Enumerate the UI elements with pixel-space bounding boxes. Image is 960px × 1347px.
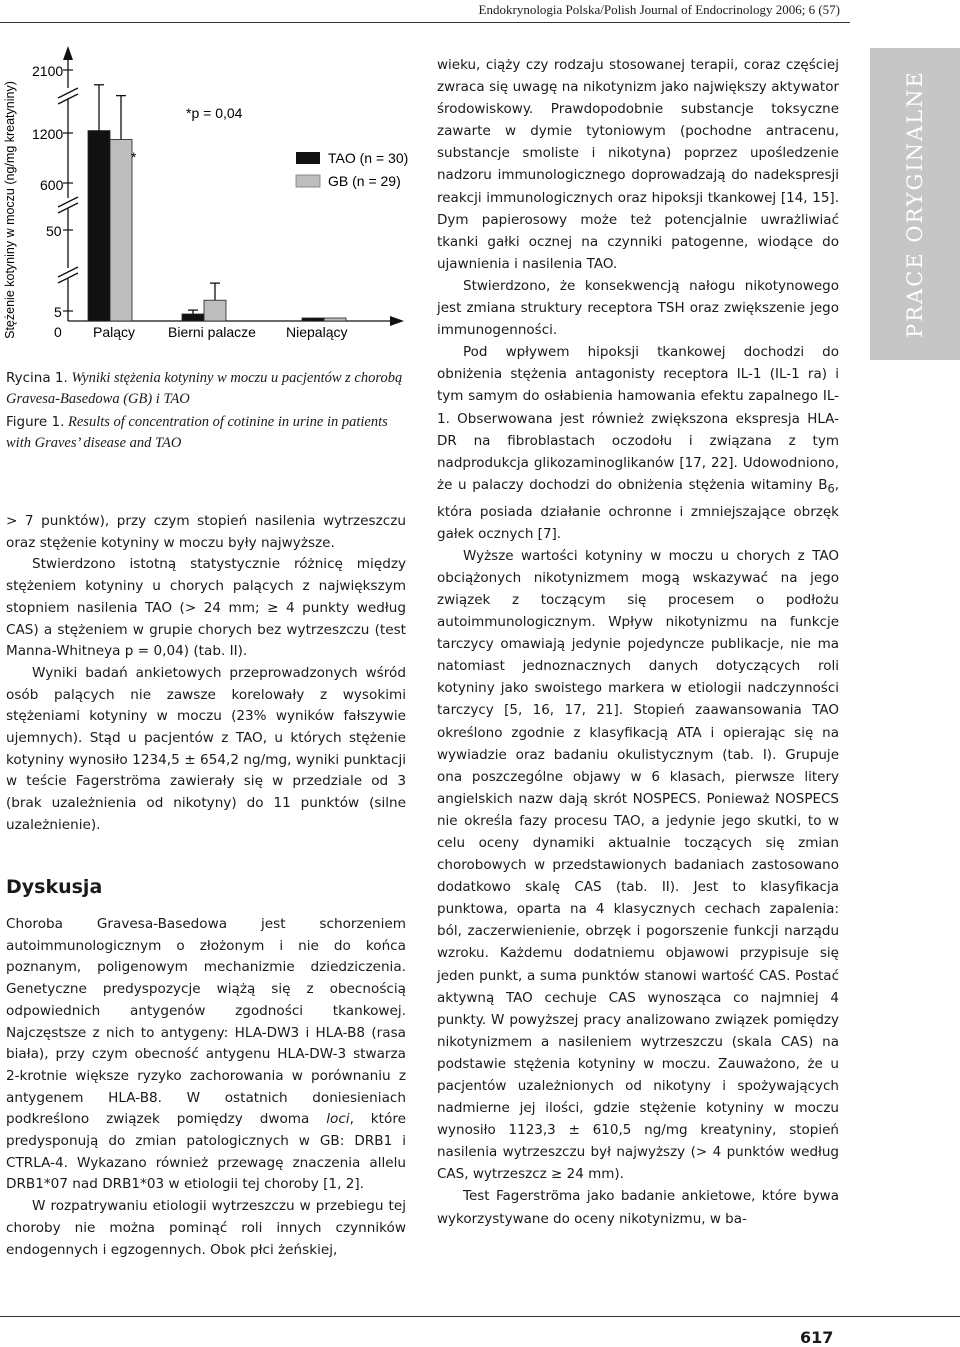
legend-swatch-tao xyxy=(296,152,320,164)
paragraph xyxy=(6,914,406,1196)
legend-label-tao: TAO (n = 30) xyxy=(328,150,409,166)
chart-legend xyxy=(296,150,408,189)
running-head-title: Endokrynologia Polska/Polish Journal of Endocrinology 2006; 6 (57) xyxy=(478,2,840,17)
bar-gb-2 xyxy=(324,318,346,321)
section-heading-discussion: Dyskusja xyxy=(6,876,103,898)
paragraph: > 7 punktów), przy czym stopień nasilenia wytrzeszczu oraz stężenie kotyniny w moczu były najwyższe. xyxy=(6,513,406,551)
paragraph: Stwierdzono istotną statystycznie różnicę między stężeniem kotyniny u chorych palących z największym stopniem nasilenia TAO (> 24 mm; ≥ 4 punkty według CAS) a stężeniem w grupie chorych bez wytrzeszczu (test Manna-Whitneya p = 0,04) (tab. II). xyxy=(6,556,406,660)
y-axis-label: Stężenie kotyniny w moczu (ng/mg kreatyniny) xyxy=(3,81,17,339)
paragraph-text: Pod wpływem hipoksji tkankowej dochodzi do obniżenia stężenia antagonisty receptora IL-1 (IL-1 ra) i tym samym do osłabienia hamowania efektu zapalnego IL-1. Obserwowana jest również zwiększona ekspresja HLA-DR na fibroblastach oczodołu i związana z tym nadprodukcja glikozaminoglikanów [17, 22]. Udowodniono, że u palaczy dochodzi do obniżenia stężenia witaminy B xyxy=(437,344,839,493)
italic-term: loci xyxy=(326,1111,350,1128)
y-axis-arrow xyxy=(63,46,73,60)
x-axis-arrow xyxy=(390,316,404,326)
caption-label-en: Figure 1. xyxy=(6,414,65,430)
significance-asterisk: * xyxy=(131,149,137,165)
paragraph-text: , która posiada działanie ochronne i zmniejszające obrzęk gałek ocznych [7]. xyxy=(437,476,839,542)
paragraph-text: Choroba Gravesa-Basedowa jest schorzeniem autoimmunologicznym o złożonym i nie do końca poznanym, poligenowym mechanizmie dziedziczenia. Genetyczne predyspozycje wiążą się z obecnością odpowiednich antygenów zgodności tkankowej. Najczęstsze z nich to antygeny: HLA-DW3 i HLA-B8 (rasa biała), przy czym obecność antygenu HLA-DW-3 stwarza 2-krotnie większe ryzyko zachorowania w porównaniu z antygenem HLA-B8. W ostatnich doniesieniach podkreślono związek pomiędzy dwoma xyxy=(6,916,406,1128)
figure-1-chart xyxy=(0,40,420,360)
footer-rule xyxy=(0,1316,960,1317)
paragraph: Wyższe wartości kotyniny w moczu u chorych z TAO obciążonych nikotynizmem mogą wskazywać na jego związek z toczącym się procesem o podłożu autoimmunologicznym. Wpływ nikotynizmu na funkcje tarczycy omawiają jedynie pojedyncze publikacje, nie ma natomiast jednoznacznych danych dotyczących roli kotyniny jako swoistego markera w etiologii nadczynności tarczycy [5, 16, 17, 21]. Stopień zaawansowania TAO określono zgodnie z klasyfikacją ATA i opierając się na wywiadzie oraz badaniu okulistycznym (tab. I). Grupuje ona poszczególne objawy w 6 klasach, pierwsze litery angielskich nazw dają skrót NOSPECS. Ponieważ NOSPECS nie określa fazy procesu TAO, a jedynie jego skutki, to w celu oceny dynamiki aktualnie toczących się zmian chorobowych w przedstawionych badaniach zastosowano dodatkowo skalę CAS (tab. II). Jest to klasyfikacja punktowa, oparta na 4 klasycznych cechach zapalenia: ból, zaczerwienienie, obrzęk i pogorszenie funkcji narządu wzroku. Każdemu dodatniemu objawowi przypisuje się jeden punkt, a suma punktów stanowi wartość CAS. Postać aktywną TAO cechuje CAS wynosząca co najmniej 4 punkty. W powyższej pracy analizowano związek pomiędzy nikotynizmem a nasileniem wytrzeszczu (skala CAS) na podstawie stężenia kotyniny w moczu. Zauważono, że u pacjentów uzależnionych od nikotyny i spożywających nadmierne jej ilości, gdzie stężenie kotyniny w moczu wynosiło 1123,3 ± 610,5 ng/mg kreatyniny, stopień nasilenia wytrzeszczu był najwyższy (> 4 punktów według CAS, wytrzeszcz ≥ 24 mm). xyxy=(437,547,839,1183)
paragraph: Stwierdzono, że konsekwencją nałogu nikotynowego jest zmiana struktury receptora TSH oraz zwiększenie jego immunogenności. xyxy=(437,277,839,339)
x-tick-label-non-smokers: Niepalący xyxy=(286,324,348,340)
y-tick-label: 600 xyxy=(40,177,64,193)
right-column xyxy=(437,54,839,1230)
subscript: 6 xyxy=(827,482,835,496)
paragraph: Test Fagerströma jako badanie ankietowe, które bywa wykorzystywane do oceny nikotynizmu, w ba- xyxy=(437,1188,839,1227)
significance-annotation: *p = 0,04 xyxy=(186,105,243,121)
bar-tao-1 xyxy=(182,314,204,321)
bar-chart xyxy=(0,40,420,360)
caption-text-en: Results of concentration of cotinine in urine in patients with Graves’ disease and TAO xyxy=(6,414,388,451)
legend-swatch-gb xyxy=(296,175,320,187)
bar-tao-0 xyxy=(88,131,110,321)
y-tick-label: 2100 xyxy=(32,63,64,79)
paragraph: Wyniki badań ankietowych przeprowadzonych wśród osób palących nie zawsze korelowały z wysokimi stężeniami kotyniny w moczu (23% wyników fałszywie ujemnych). Stąd u pacjentów z TAO, u których stężenie kotyniny wynosiło 1234,5 ± 654,2 ng/mg, wyniki punktacji w teście Fagerströma zawierały się w przedziale od 3 (brak uzależnienia od nikotyny) do 11 punktów (silne uzależnienie). xyxy=(6,664,406,833)
left-column-discussion xyxy=(6,914,406,1261)
bar-gb-1 xyxy=(204,300,226,321)
paragraph-text: , które predysponują do zmian patologicznych w GB: DRB1 i CTRLA-4. Wykazano również przewagę znaczenia allelu DRB1*07 nad DRB1*03 w etiologii tej choroby [1, 2]. xyxy=(6,1111,406,1193)
y-tick-label: 1200 xyxy=(32,126,64,142)
paragraph: W rozpatrywaniu etiologii wytrzeszczu w przebiegu tej choroby nie można pominąć roli innych czynników endogennych i egzogennych. Obok płci żeńskiej, xyxy=(6,1198,406,1258)
header-rule xyxy=(0,22,850,23)
figure-caption-pl xyxy=(6,368,411,410)
legend-label-gb: GB (n = 29) xyxy=(328,173,401,189)
bar-gb-0 xyxy=(110,139,132,321)
y-tick-label: 0 xyxy=(54,324,62,340)
x-tick-label-smokers: Palący xyxy=(93,324,136,340)
running-head xyxy=(0,0,960,20)
left-column-results xyxy=(6,511,406,837)
figure-caption-en xyxy=(6,412,411,454)
side-tab-label: PRACE ORYGINALNE xyxy=(903,70,927,338)
caption-label-pl: Rycina 1. xyxy=(6,370,68,386)
y-tick-label: 50 xyxy=(46,223,62,239)
paragraph xyxy=(437,341,839,545)
paragraph: wieku, ciąży czy rodzaju stosowanej terapii, coraz częściej zwraca się uwagę na nikotynizm jako największy aktywator środowiskowy. Prawdopodobnie substancje toksyczne zawarte w dymie tytoniowym (pochodne antracenu, substancje smoliste i nikotyna) poprzez upośledzenie nadzoru immunologicznego doprowadzają do nadekspresji reakcji immunologicznych oraz hipoksji tkankowej [14, 15]. Dym papierosowy może też potencjalnie uwrażliwiać tkanki gałki ocznej na czynniki patogenne, wiodące do ujawnienia i nasilenia TAO. xyxy=(437,57,839,272)
section-side-tab xyxy=(870,48,960,360)
caption-text-pl: Wyniki stężenia kotyniny w moczu u pacjentów z chorobą Gravesa-Basedowa (GB) i TAO xyxy=(6,370,403,407)
page-number: 617 xyxy=(800,1328,834,1347)
y-tick-label: 5 xyxy=(54,304,62,320)
x-tick-label-passive-smokers: Bierni palacze xyxy=(168,324,256,340)
